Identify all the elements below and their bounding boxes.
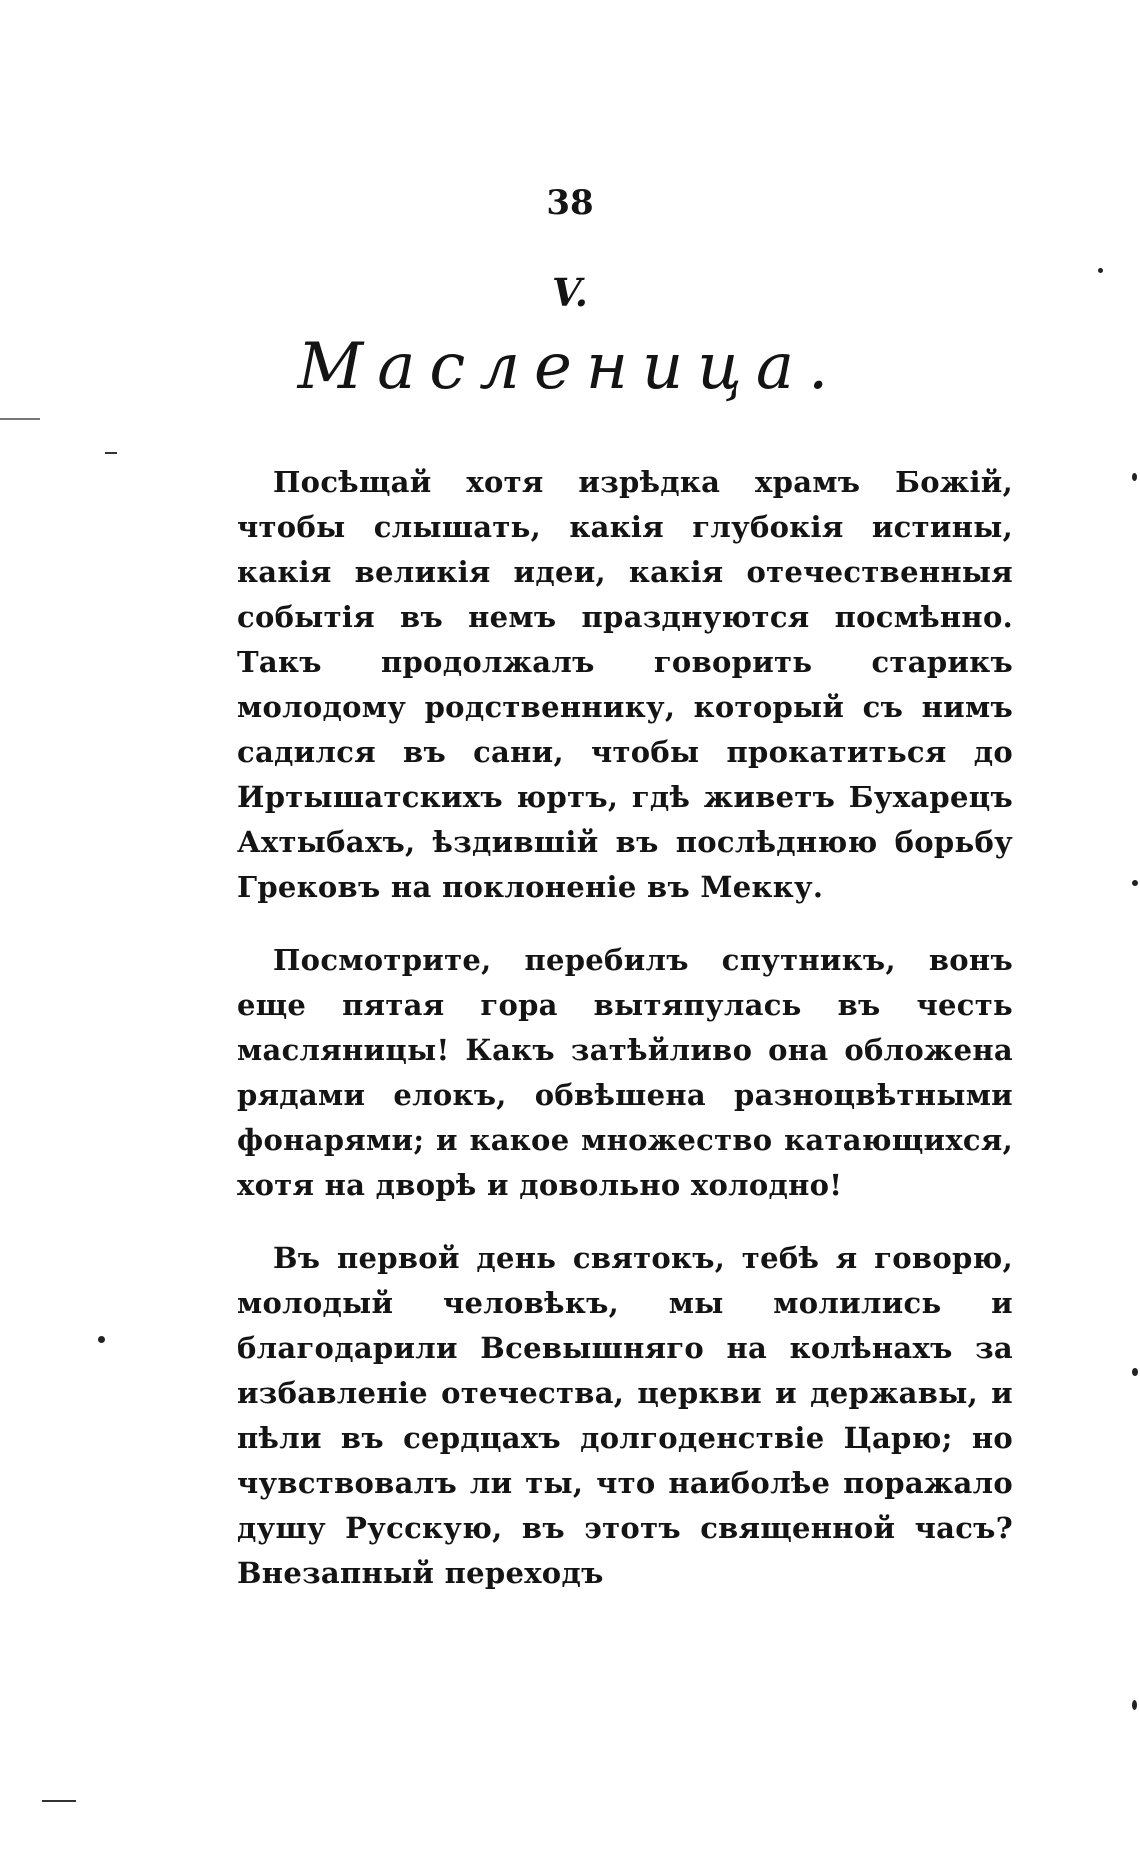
scan-speck <box>1132 473 1137 481</box>
scan-speck <box>1098 268 1103 273</box>
scan-dash <box>105 452 117 454</box>
paragraph-2: Посмотрите, перебилъ спутникъ, вонъ еще пятая гора вытяпулась въ честь масляницы! Какъ затѣйливо она обложена рядами елокъ, обвѣшена разноцвѣтными фонарями; и какое множество катающихся, хотя на дворѣ и довольно холодно! <box>237 943 1013 1202</box>
page-number: 38 <box>546 183 594 223</box>
scan-dash <box>42 1800 76 1802</box>
paragraph-1: Посѣщай хотя изрѣдка храмъ Божій, чтобы слышать, какія глубокія истины, какія великія идеи, какія отечественныя событія въ немъ празднуются посмѣнно. Такъ продолжалъ говорить старикъ молодому родственнику, который съ нимъ садился въ сани, чтобы прокатиться до Иртышатскихъ юртъ, гдѣ живетъ Бухарецъ Ахтыбахъ, ѣздившій въ послѣднюю борьбу Грековъ на поклоненіе въ Мекку. <box>237 465 1013 904</box>
scan-speck <box>1132 1700 1137 1710</box>
body-text <box>237 460 1013 1596</box>
scan-speck <box>1132 1368 1138 1376</box>
paragraph-3: Въ первой день святокъ, тебѣ я говорю, молодый человѣкъ, мы молились и благодарили Всевышняго на колѣнахъ за избавленіе отечества, церкви и державы, и пѣли въ сердцахъ долгоденствіе Царю; но чувствовалъ ли ты, что наиболѣе поражало душу Русскую, въ этотъ священной часъ? Внезапный переходъ <box>237 1241 1013 1590</box>
chapter-title: Масленица. <box>297 330 843 404</box>
scan-speck <box>98 1336 105 1343</box>
scan-speck <box>1132 880 1138 886</box>
scan-dash <box>0 418 40 420</box>
section-numeral: V. <box>551 270 589 315</box>
